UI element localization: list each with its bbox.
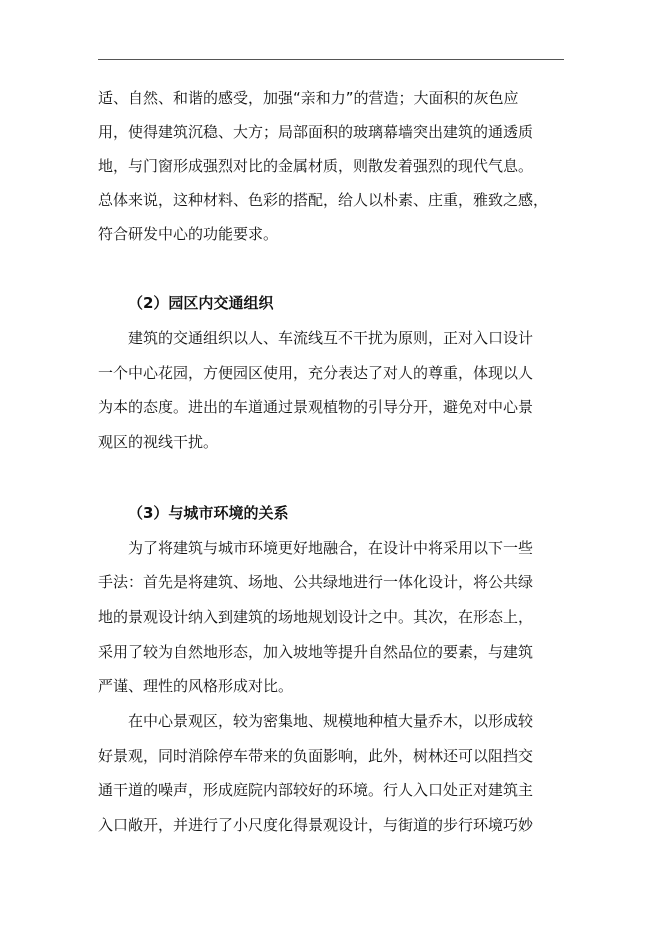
paragraph-line: 用，使得建筑沉稳、大方；局部面积的玻璃幕墙突出建筑的通透质: [98, 123, 534, 141]
paragraph-line: 入口敞开，并进行了小尺度化得景观设计，与街道的步行环境巧妙: [98, 816, 534, 834]
paragraph-line: 通干道的噪声，形成庭院内部较好的环境。行人入口处正对建筑主: [98, 781, 534, 799]
paragraph-line: 在中心景观区，较为密集地、规模地种植大量乔木，以形成较: [128, 712, 534, 730]
paragraph-line: 符合研发中心的功能要求。: [98, 225, 279, 243]
paragraph-line: 地的景观设计纳入到建筑的场地规划设计之中。其次，在形态上，: [98, 608, 534, 626]
paragraph-line: 为本的态度。进出的车道通过景观植物的引导分开，避免对中心景: [98, 398, 534, 416]
paragraph-line: 建筑的交通组织以人、车流线互不干扰为原则，正对入口设计: [128, 329, 534, 347]
section-heading: （2）园区内交通组织: [128, 294, 274, 312]
paragraph-line: 手法：首先是将建筑、场地、公共绿地进行一体化设计，将公共绿: [98, 573, 534, 591]
paragraph-line: 严谨、理性的风格形成对比。: [98, 677, 294, 695]
header-rule: [98, 59, 564, 60]
paragraph-line: 地，与门窗形成强烈对比的金属材质，则散发着强烈的现代气息。: [98, 157, 534, 175]
paragraph-line: 适、自然、和谐的感受，加强“亲和力”的营造；大面积的灰色应: [98, 89, 519, 107]
paragraph-line: 观区的视线干扰。: [98, 433, 219, 451]
section-heading: （3）与城市环境的关系: [128, 504, 289, 522]
paragraph-line: 一个中心花园，方便园区使用，充分表达了对人的尊重，体现以人: [98, 364, 534, 382]
paragraph-line: 总体来说，这种材料、色彩的搭配，给人以朴素、庄重，雅致之感，: [98, 191, 549, 209]
paragraph-line: 采用了较为自然地形态，加入坡地等提升自然品位的要素，与建筑: [98, 643, 534, 661]
paragraph-line: 好景观，同时消除停车带来的负面影响，此外，树林还可以阻挡交: [98, 747, 534, 765]
paragraph-line: 为了将建筑与城市环境更好地融合，在设计中将采用以下一些: [128, 539, 534, 557]
